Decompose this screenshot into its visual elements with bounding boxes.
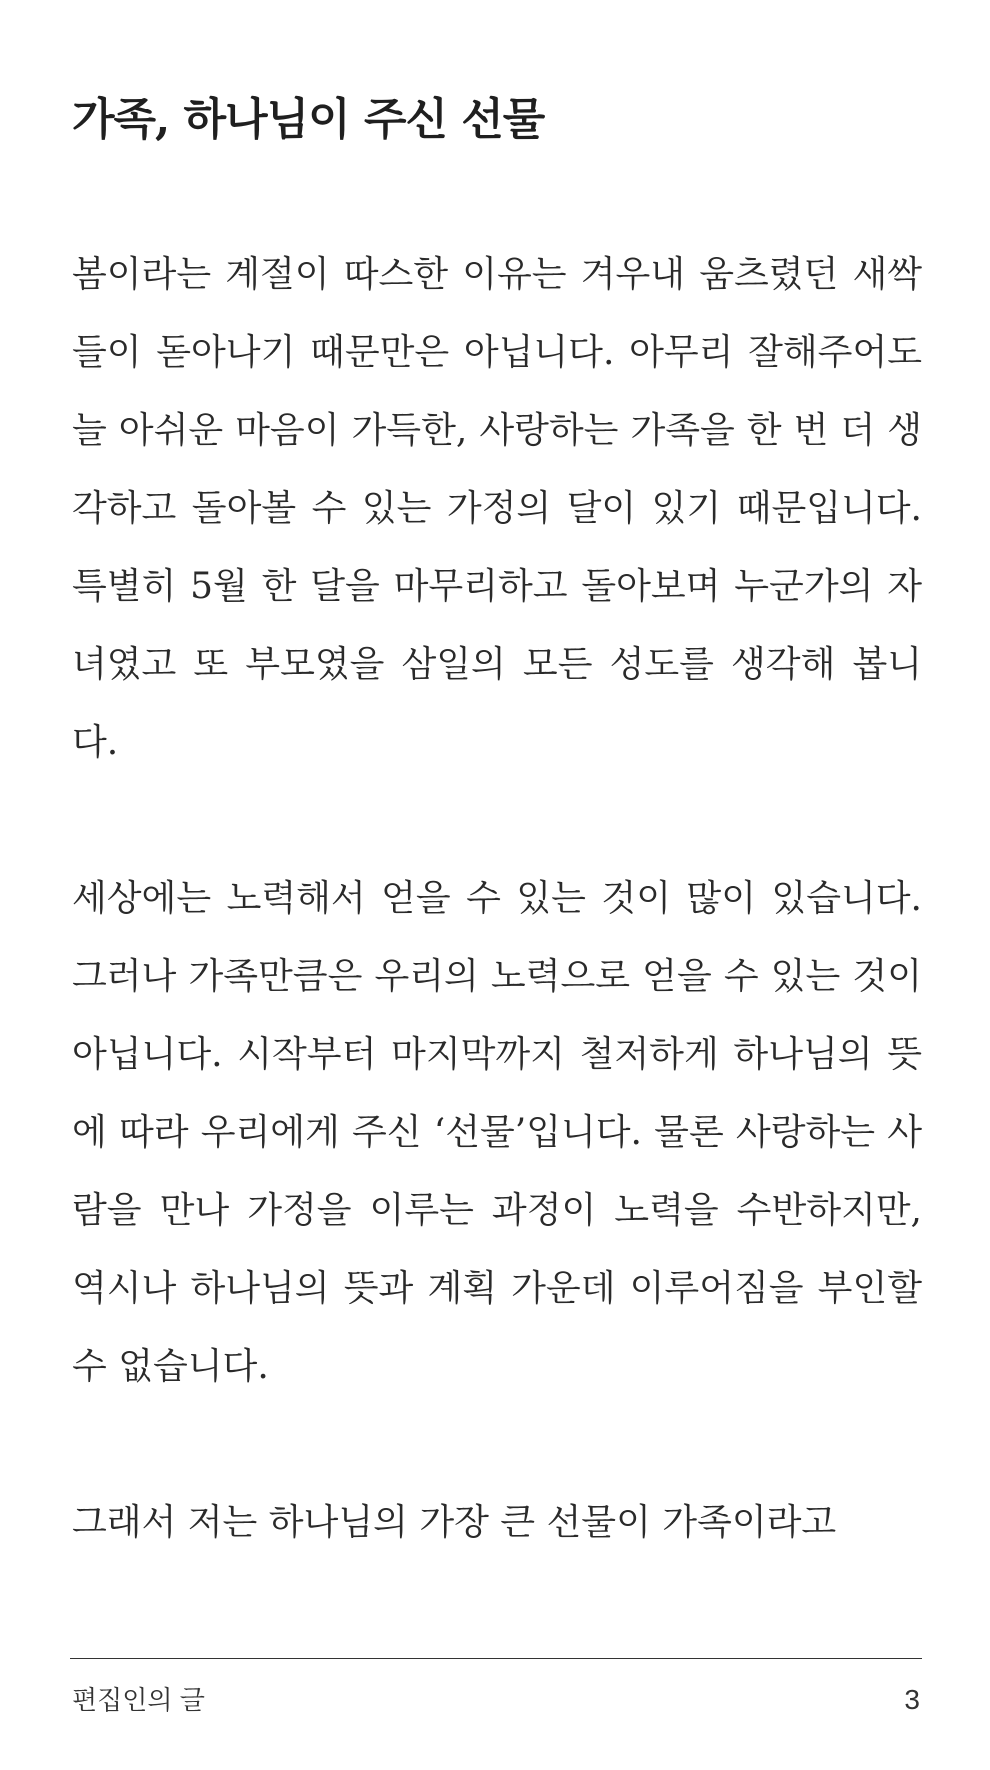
paragraph-3: 그래서 저는 하나님의 가장 큰 선물이 가족이라고 xyxy=(72,1502,837,1543)
article-title: 가족, 하나님이 주신 선물 xyxy=(72,94,545,145)
article-body xyxy=(72,236,922,1640)
footer-section-label: 편집인의 글 xyxy=(72,1685,205,1715)
page-number: 3 xyxy=(904,1684,920,1715)
paragraph-2: 세상에는 노력해서 얻을 수 있는 것이 많이 있습니다. 그러나 가족만큼은 우리의 노력으로 얻을 수 있는 것이 아닙니다. 시작부터 마지막까지 철저하게 하나님의 뜻에 따라 우리에게 주신 ‘선물’입니다. 물론 사랑하는 사람을 만나 가정을 이루는 과정이 노력을 수반하지만, 역시나 하나님의 뜻과 계획 가운데 이루어짐을 부인할 수 없습니다. xyxy=(72,878,922,1387)
paragraph-1: 봄이라는 계절이 따스한 이유는 겨우내 움츠렸던 새싹들이 돋아나기 때문만은 아닙니다. 아무리 잘해주어도 늘 아쉬운 마음이 가득한, 사랑하는 가족을 한 번 더 생각하고 돌아볼 수 있는 가정의 달이 있기 때문입니다. 특별히 5월 한 달을 마무리하고 돌아보며 누군가의 자녀였고 또 부모였을 삼일의 모든 성도를 생각해 봅니다. xyxy=(72,254,922,763)
footer-divider xyxy=(70,1658,922,1659)
